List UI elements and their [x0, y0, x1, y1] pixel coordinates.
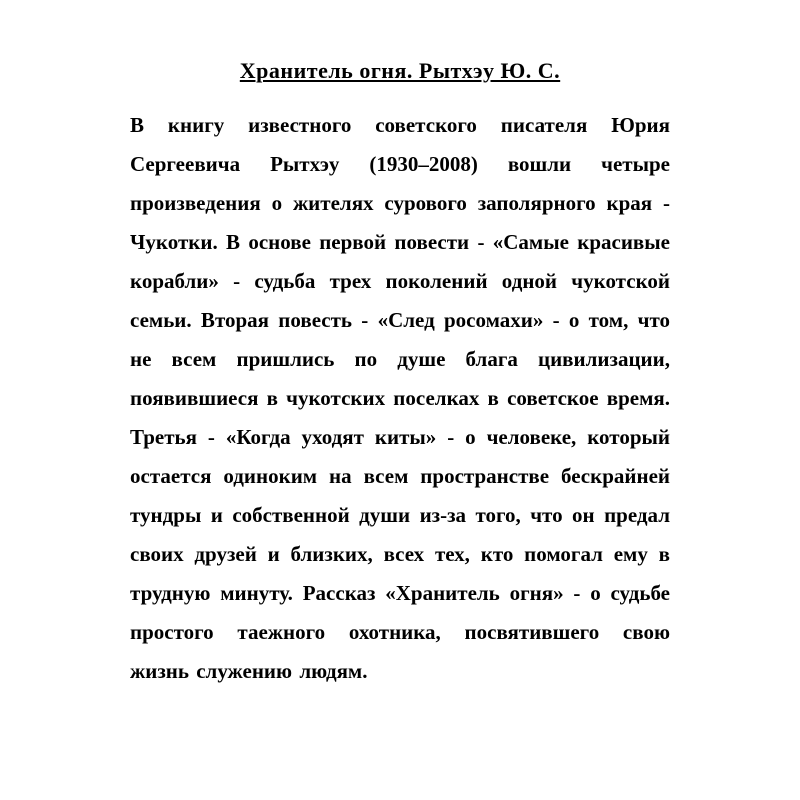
document-title: Хранитель огня. Рытхэу Ю. С. — [239, 58, 561, 83]
document-body-text: В книгу известного советского писателя Юрия Сергеевича Рытхэу (1930–2008) вошли четыре произведения о жителях сурового заполярного края - Чукотки. В основе первой повести - «Самые красивые корабли» - судьба трех поколений одной чукотской семьи. Вторая повесть - «След росомахи» - о том, что не всем пришлись по душе блага цивилизации, появившиеся в чукотских поселках в советское время. Третья - «Когда уходят киты» - о человеке, который остается одиноким на всем пространстве бескрайней тундры и собственной души из-за того, что он предал своих друзей и близких, всех тех, кто помогал ему в трудную минуту. Рассказ «Хранитель огня» - о судьбе простого таежного охотника, посвятившего свою жизнь служению людям. — [130, 113, 670, 683]
